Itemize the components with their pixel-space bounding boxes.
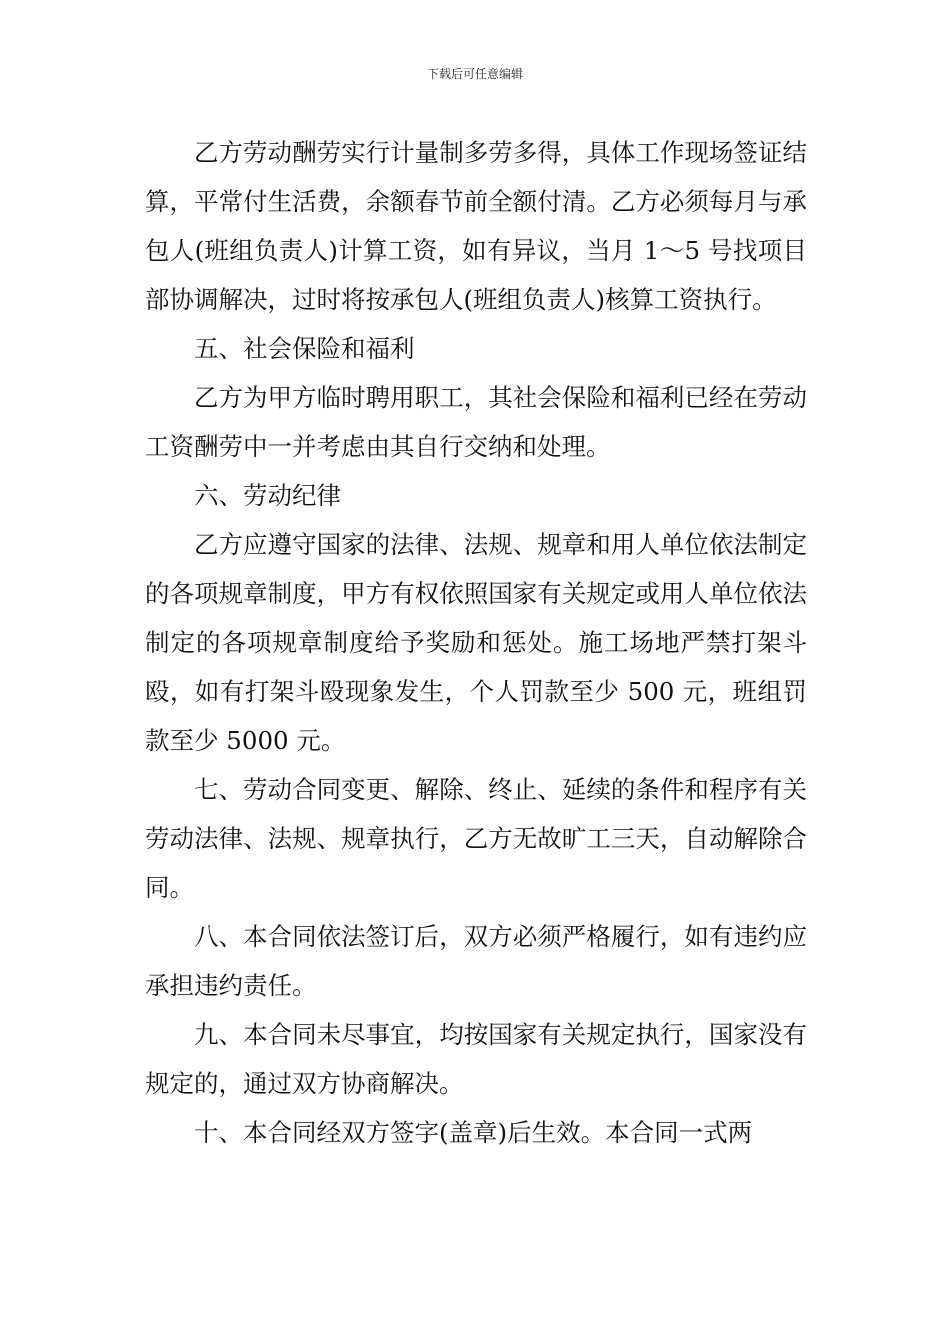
heading-labor-discipline: 六、劳动纪律 xyxy=(194,481,341,510)
paragraph-wage-settlement: 乙方劳动酬劳实行计量制多劳多得，具体工作现场签证结算，平常付生活费，余额春节前全额付清。乙方必须每月与承包人(班组负责人)计算工资，如有异议，当月 1～5 号找项目部协调解决，过时将按承包人(班组负责人)核算工资执行。 xyxy=(145,138,807,314)
paragraph-social-insurance: 乙方为甲方临时聘用职工，其社会保险和福利已经在劳动工资酬劳中一并考虑由其自行交纳和处理。 xyxy=(145,383,807,461)
paragraph-contract-performance: 八、本合同依法签订后，双方必须严格履行，如有违约应承担违约责任。 xyxy=(145,922,807,1000)
header-note: 下载后可任意编辑 xyxy=(426,67,523,81)
paragraph-labor-discipline: 乙方应遵守国家的法律、法规、规章和用人单位依法制定的各项规章制度，甲方有权依照国家有关规定或用人单位依法制定的各项规章制度给予奖励和惩处。施工场地严禁打架斗殴，如有打架斗殴现象发生，个人罚款至少 500 元，班组罚款至少 5000 元。 xyxy=(145,530,807,755)
paragraph-contract-change: 七、劳动合同变更、解除、终止、延续的条件和程序有关劳动法律、法规、规章执行，乙方无故旷工三天，自动解除合同。 xyxy=(145,775,807,902)
heading-social-insurance: 五、社会保险和福利 xyxy=(194,334,415,363)
document-body xyxy=(145,128,807,1157)
paragraph-effectiveness: 十、本合同经双方签字(盖章)后生效。本合同一式两 xyxy=(194,1118,753,1147)
paragraph-unresolved-matters: 九、本合同未尽事宜，均按国家有关规定执行，国家没有规定的，通过双方协商解决。 xyxy=(145,1020,807,1098)
